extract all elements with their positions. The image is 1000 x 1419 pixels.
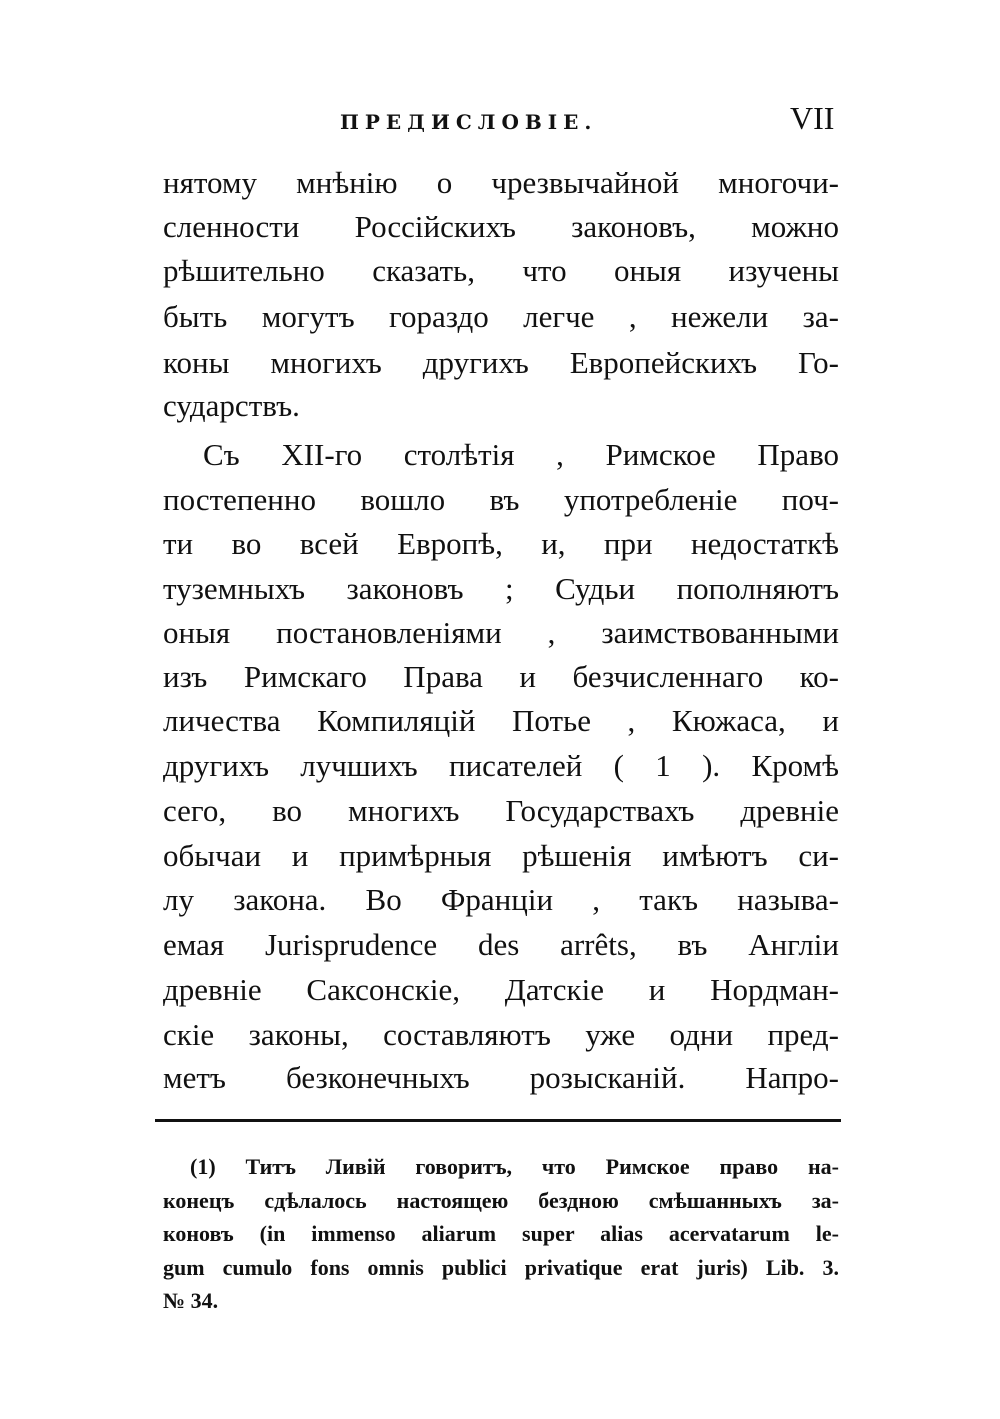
- text-line: постепенно вошло въ употребленіе поч-: [163, 482, 839, 517]
- text-line: емая Jurisprudence des arrêts, въ Англіи: [163, 927, 839, 962]
- footnote-line: № 34.: [163, 1288, 219, 1313]
- text-line: сударствъ.: [163, 388, 300, 423]
- text-line: личества Компиляцій Потье , Кюжаса, и: [163, 703, 839, 738]
- text-line: древніе Саксонскіе, Датскіе и Нордман-: [163, 972, 839, 1007]
- text-line: ти во всей Европѣ, и, при недостаткѣ: [163, 526, 839, 561]
- footnote-line: gum cumulo fons omnis publici privatique erat juris) Lib. 3.: [163, 1255, 839, 1280]
- text-line: быть могутъ гораздо легче , нежели за-: [163, 299, 839, 334]
- page-number: VII: [790, 100, 835, 136]
- text-line: сленности Россійскихъ законовъ, можно: [163, 209, 839, 244]
- text-line: обычаи и примѣрныя рѣшенія имѣютъ си-: [163, 838, 839, 873]
- text-line: Съ XII-го столѣтія , Римское Право: [203, 437, 839, 472]
- text-line: лу закона. Во Франціи , такъ называ-: [163, 882, 839, 917]
- running-title: ПРЕДИСЛОВІЕ.: [340, 110, 598, 134]
- footnote-line: конецъ сдѣлалось настоящею бездною смѣшанныхъ за-: [163, 1188, 839, 1213]
- footnote-divider: [155, 1119, 841, 1122]
- text-line: рѣшительно сказать, что оныя изучены: [163, 253, 839, 288]
- footnote-line: (1) Титъ Ливій говоритъ, что Римское право на-: [190, 1154, 839, 1179]
- text-line: коны многихъ другихъ Европейскихъ Го-: [163, 345, 839, 380]
- text-line: туземныхъ законовъ ; Судьи пополняютъ: [163, 571, 839, 606]
- text-line: нятому мнѣнію о чрезвычайной многочи-: [163, 165, 839, 200]
- text-line: изъ Римскаго Права и безчисленнаго ко-: [163, 659, 839, 694]
- footnote-line: коновъ (in immenso aliarum super alias acervatarum le-: [163, 1221, 839, 1246]
- text-line: оныя постановленіями , заимствованными: [163, 615, 839, 650]
- text-line: метъ безконечныхъ розысканій. Напро-: [163, 1060, 839, 1095]
- text-line: сего, во многихъ Государствахъ древніе: [163, 793, 839, 828]
- text-line: скіе законы, составляютъ уже одни пред-: [163, 1017, 839, 1052]
- text-line: другихъ лучшихъ писателей ( 1 ). Кромѣ: [163, 748, 839, 783]
